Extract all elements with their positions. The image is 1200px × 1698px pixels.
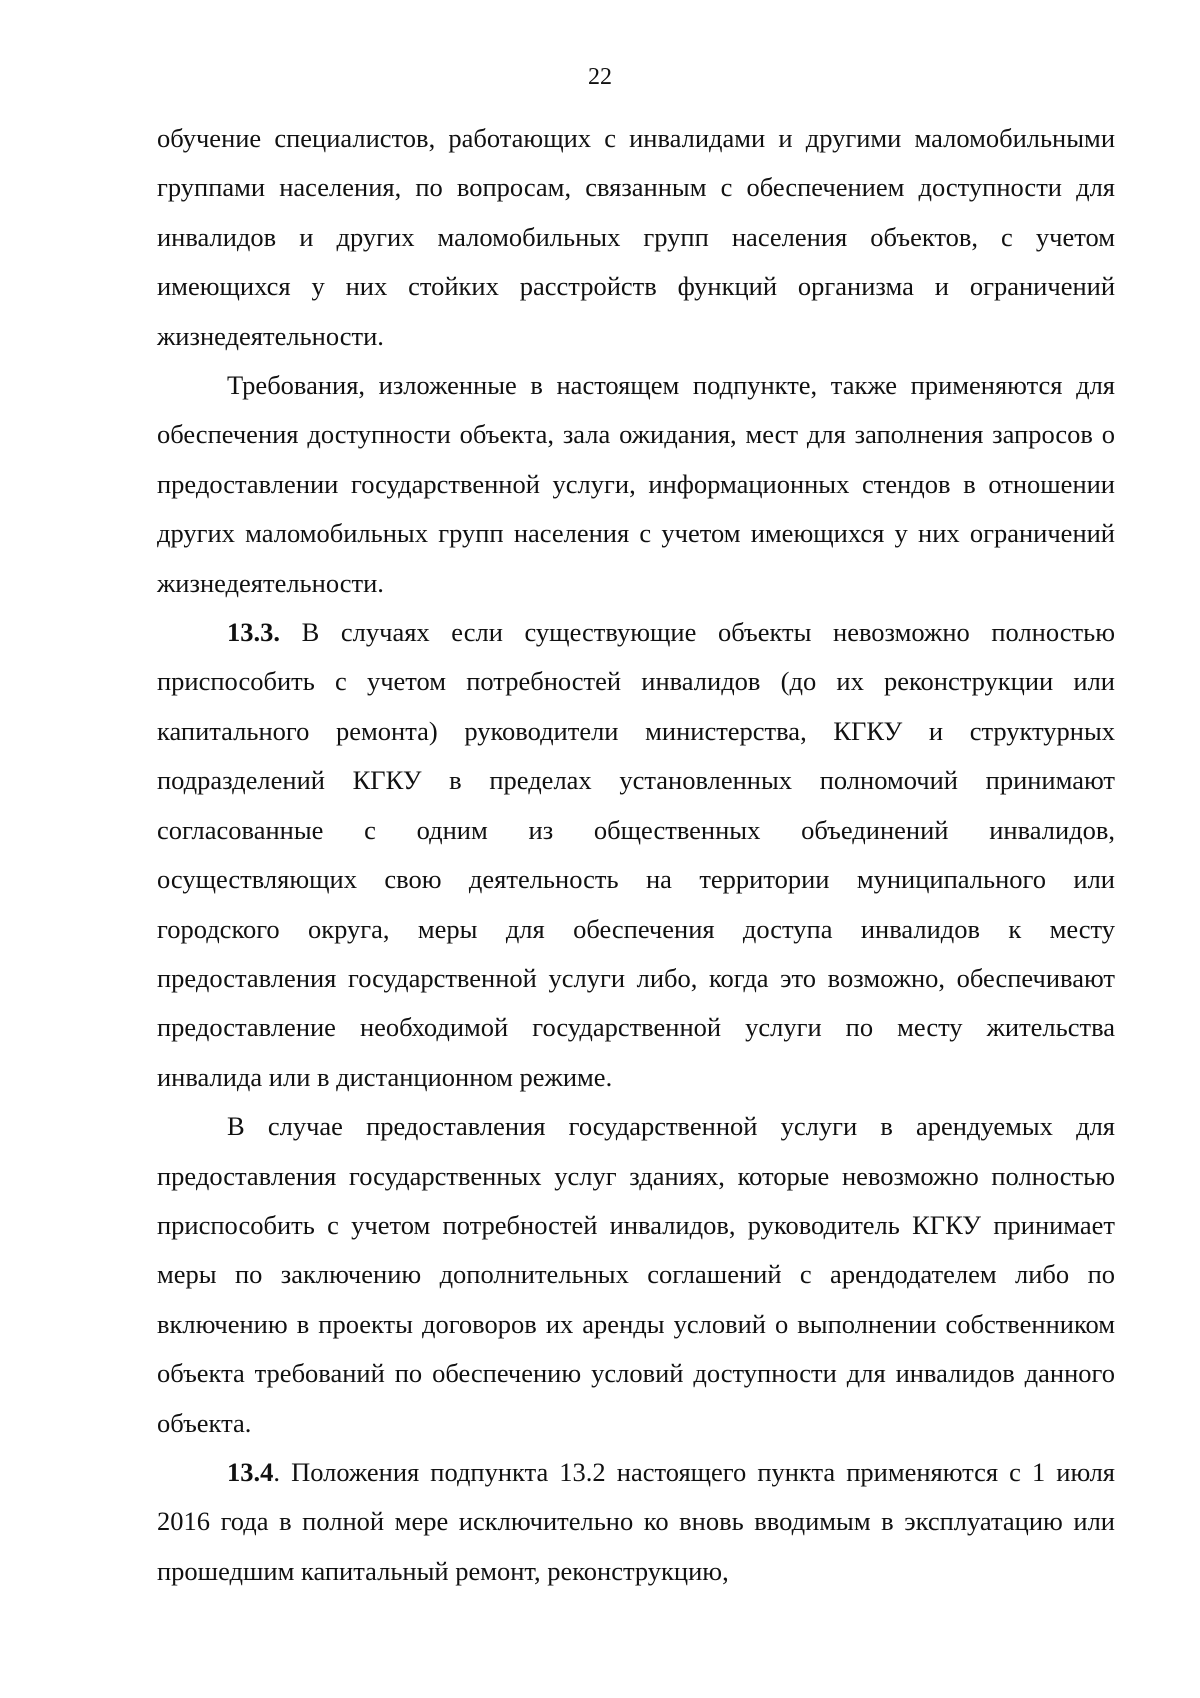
paragraph-requirements — [157, 361, 1115, 608]
paragraph-13-3 — [157, 608, 1115, 1102]
paragraph-13-4 — [157, 1448, 1115, 1596]
paragraph-text: обучение специалистов, работающих с инвалидами и другими маломобильными группами населения, по вопросам, связанным с обеспечением доступности для инвалидов и других маломобильных групп населения объектов, с учетом имеющихся у них стойких расстройств функций организма и ограничений жизнедеятельности. — [157, 123, 1115, 351]
section-number: 13.3. — [227, 617, 280, 648]
paragraph-text: Требования, изложенные в настоящем подпункте, также применяются для обеспечения доступности объекта, зала ожидания, мест для заполнения запросов о предоставлении государственной услуги, информационных стендов в отношении других маломобильных групп населения с учетом имеющихся у них ограничений жизнедеятельности. — [157, 370, 1115, 598]
paragraph-training — [157, 114, 1115, 361]
paragraph-text: В случаях если существующие объекты невозможно полностью приспособить с учетом потребностей инвалидов (до их реконструкции или капитального ремонта) руководители министерства, КГКУ и структурных подразделений КГКУ в пределах установленных полномочий принимают согласованные с одним из общественных объединений инвалидов, осуществляющих свою деятельность на территории муниципального или городского округа, меры для обеспечения доступа инвалидов к месту предоставления государственной услуги либо, когда это возможно, обеспечивают предоставление необходимой государственной услуги по месту жительства инвалида или в дистанционном режиме. — [157, 617, 1115, 1092]
document-body — [157, 114, 1115, 1596]
paragraph-rented-buildings — [157, 1102, 1115, 1448]
paragraph-text: . Положения подпункта 13.2 настоящего пункта применяются с 1 июля 2016 года в полной мере исключительно ко вновь вводимым в эксплуатацию или прошедшим капитальный ремонт, реконструкцию, — [157, 1456, 1115, 1586]
paragraph-text: В случае предоставления государственной услуги в арендуемых для предоставления государственных услуг зданиях, которые невозможно полностью приспособить с учетом потребностей инвалидов, руководитель КГКУ принимает меры по заключению дополнительных соглашений с арендодателем либо по включению в проекты договоров их аренды условий о выполнении собственником объекта требований по обеспечению условий доступности для инвалидов данного объекта. — [157, 1111, 1115, 1438]
page-number: 22 — [588, 64, 612, 90]
section-number: 13.4 — [227, 1456, 274, 1487]
